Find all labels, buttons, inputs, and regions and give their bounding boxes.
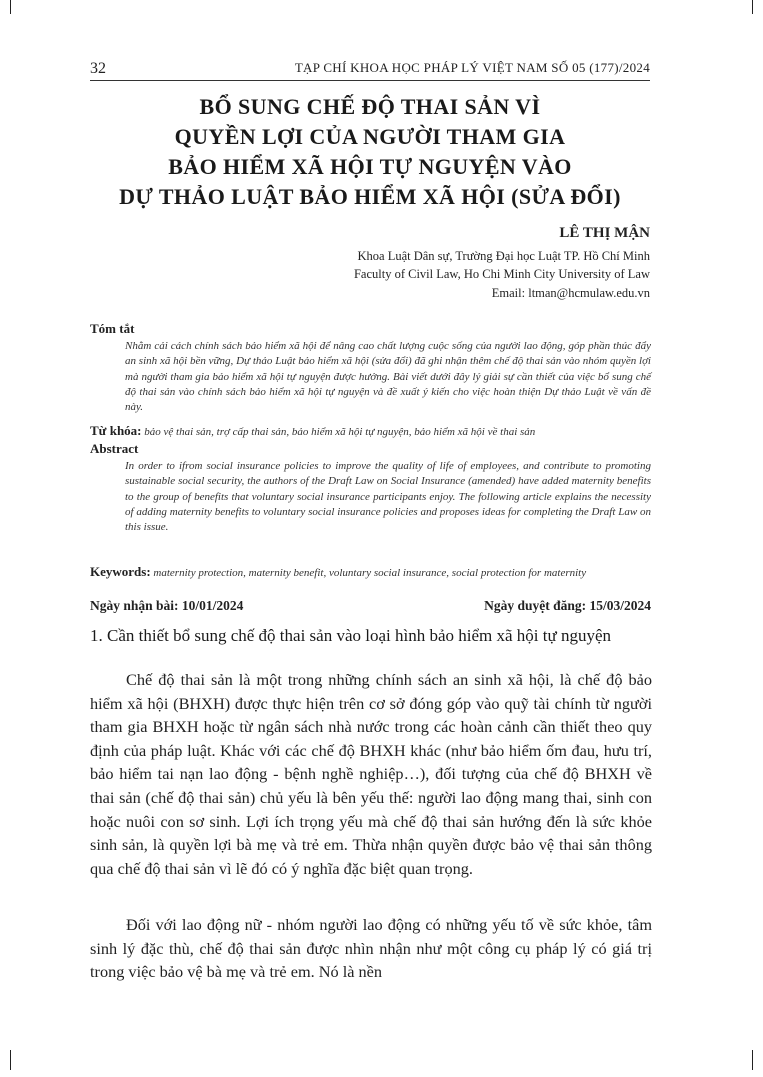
keywords-vi-text: bảo vệ thai sản, trợ cấp thai sản, bảo hiểm xã hội tự nguyện, bảo hiểm xã hội về thai sản	[144, 426, 536, 438]
page-number: 32	[90, 60, 106, 77]
author-email[interactable]: Email: ltman@hcmulaw.edu.vn	[491, 286, 650, 300]
summary-label: Tóm tắt	[90, 321, 135, 336]
running-header	[90, 60, 650, 81]
keywords-vi-label: Từ khóa:	[90, 423, 142, 438]
article-dates	[90, 598, 651, 614]
article-title	[80, 92, 660, 212]
accepted-date: Ngày duyệt đăng: 15/03/2024	[484, 598, 651, 613]
crop-mark	[752, 0, 753, 14]
author-name: LÊ THỊ MẬN	[559, 225, 650, 241]
crop-mark	[10, 0, 11, 14]
summary-text: Nhằm cải cách chính sách bảo hiểm xã hội để nâng cao chất lượng cuộc sống của người lao động, góp phần thúc đẩy an sinh xã hội bền vững, Dự thảo Luật bảo hiểm xã hội (sửa đổi) đã ghi nhận thêm chế độ thai sản vào nhóm quyền lợi mà người tham gia bảo hiểm xã hội tự nguyện được hưởng. Bài viết dưới đây lý giải sự cần thiết của việc bổ sung chế độ thai sản vào chính sách bảo hiểm xã hội tự nguyện và đề xuất ý kiến cho việc hoàn thiện Dự thảo Luật về vấn đề này.	[125, 340, 651, 414]
crop-mark	[10, 1050, 11, 1070]
affiliation-vi: Khoa Luật Dân sự, Trường Đại học Luật TP. Hồ Chí Minh	[357, 249, 650, 263]
keywords-en-text: maternity protection, maternity benefit, voluntary social insurance, social protection for maternity	[153, 567, 587, 579]
title-line: BẢO HIỂM XÃ HỘI TỰ NGUYỆN VÀO	[168, 154, 572, 179]
journal-title: TẠP CHÍ KHOA HỌC PHÁP LÝ VIỆT NAM SỐ 05 (177)/2024	[294, 60, 650, 75]
body-paragraph: Chế độ thai sản là một trong những chính sách an sinh xã hội, là chế độ bảo hiểm xã hội (BHXH) được thực hiện trên cơ sở đóng góp vào quỹ tài chính từ người tham gia BHXH hoặc từ ngân sách nhà nước trong các hoàn cảnh cần thiết theo quy định của pháp luật. Khác với các chế độ BHXH khác (như bảo hiểm ốm đau, hưu trí, bảo hiểm tai nạn lao động - bệnh nghề nghiệp…), đối tượng của chế độ BHXH về thai sản (chế độ thai sản) chủ yếu là bên yếu thế: người lao động mang thai, sinh con hoặc nuôi con sơ sinh. Lợi ích trọng yếu mà chế độ thai sản hướng đến là sức khỏe sinh sản, là quyền lợi bà mẹ và trẻ em. Thừa nhận quyền được bảo vệ thai sản thông qua chế độ thai sản vì lẽ đó có ý nghĩa đặc biệt quan trọng.	[90, 670, 652, 878]
title-line: BỔ SUNG CHẾ ĐỘ THAI SẢN VÌ	[199, 94, 541, 119]
title-line: QUYỀN LỢI CỦA NGƯỜI THAM GIA	[174, 124, 566, 149]
body-paragraph: Đối với lao động nữ - nhóm người lao động có những yếu tố về sức khỏe, tâm sinh lý đặc thù, chế độ thai sản được nhìn nhận như một công cụ pháp lý có giá trị trong việc bảo vệ bà mẹ và trẻ em. Nó là nền	[90, 915, 652, 982]
abstract-text: In order to ifrom social insurance policies to improve the quality of life of employees, and contribute to promoting sustainable social security, the authors of the Draft Law on Social Insurance (amended) have added maternity benefits to the group of benefits that voluntary social insurance participants enjoy. The following article explains the necessity of adding maternity benefits to voluntary social insurance policies and proposes ideas for completing the Draft Law on this issue.	[125, 460, 651, 534]
crop-mark	[752, 1050, 753, 1070]
abstract-label: Abstract	[90, 441, 139, 456]
keywords-en	[90, 564, 652, 581]
affiliation-en: Faculty of Civil Law, Ho Chi Minh City University of Law	[353, 267, 650, 281]
keywords-vi	[90, 423, 652, 440]
received-date: Ngày nhận bài: 10/01/2024	[90, 598, 244, 613]
title-line: DỰ THẢO LUẬT BẢO HIỂM XÃ HỘI (SỬA ĐỔI)	[119, 184, 621, 209]
section-heading: 1. Cần thiết bổ sung chế độ thai sản vào loại hình bảo hiểm xã hội tự nguyện	[90, 626, 612, 645]
keywords-en-label: Keywords:	[90, 564, 151, 579]
